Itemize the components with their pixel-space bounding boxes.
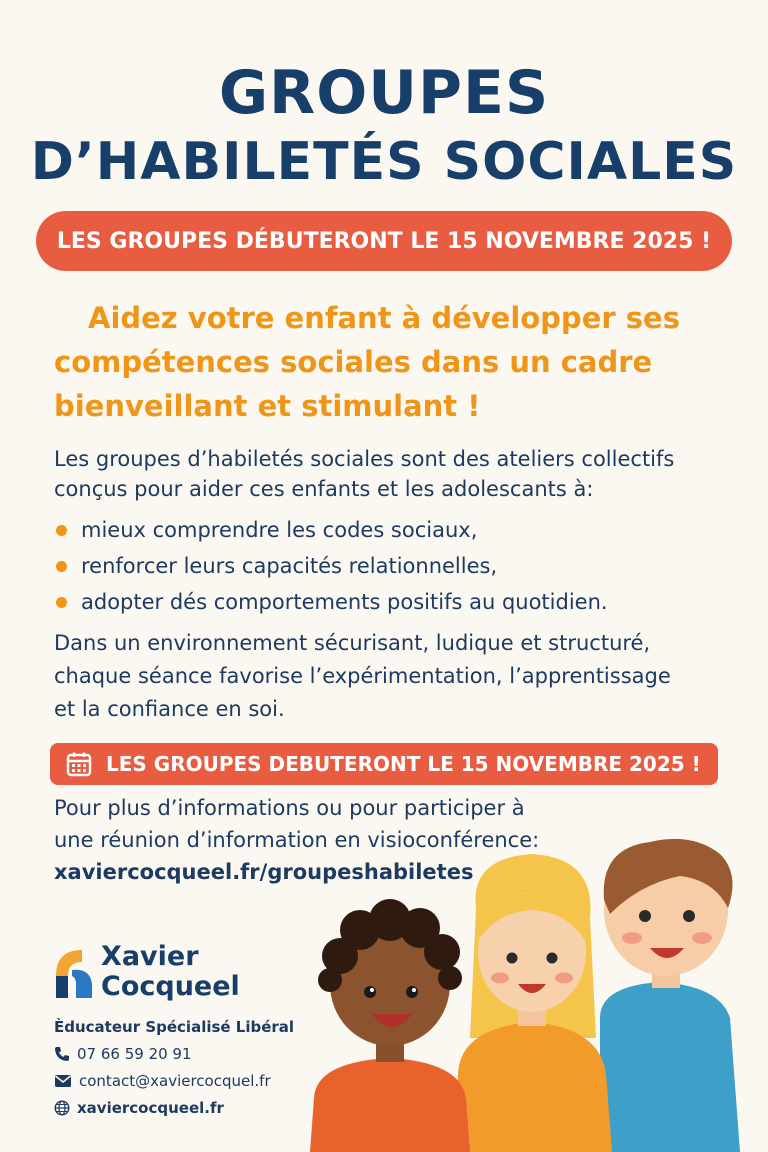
list-item xyxy=(54,548,734,584)
brand-logo-icon xyxy=(52,946,98,1002)
list-item-text: renforcer leurs capacités relationnelles, xyxy=(81,554,498,578)
benefits-list xyxy=(54,512,734,620)
headline xyxy=(54,296,714,428)
poster-title-line2: D’HABILETÉS SOCIALES xyxy=(30,132,738,192)
intro-text xyxy=(54,444,734,504)
start-date-banner-top-text: LES GROUPES DÉBUTERONT LE 15 NOVEMBRE 2025 ! xyxy=(56,228,712,254)
boy-blue-shirt-figure xyxy=(600,839,740,1152)
brand-name-line2: Cocqueel xyxy=(101,971,240,1002)
list-item-text: mieux comprendre les codes sociaux, xyxy=(81,518,478,542)
poster-title-line1: GROUPES xyxy=(218,58,550,128)
girl-orange-shirt-figure xyxy=(452,854,612,1152)
more-info-line2: une réunion d’information en visioconférence: xyxy=(54,828,540,852)
brand-role: Èducateur Spécialisé Libéral xyxy=(54,1018,295,1036)
children-illustration xyxy=(300,818,768,1152)
bullet-dot-icon xyxy=(56,525,67,536)
list-item xyxy=(54,584,734,620)
description-paragraph xyxy=(54,627,734,726)
brand-name xyxy=(101,942,240,1002)
start-date-banner-top xyxy=(36,211,732,271)
bullet-dot-icon xyxy=(56,597,67,608)
calendar-icon xyxy=(66,751,92,777)
bullet-dot-icon xyxy=(56,561,67,572)
list-item xyxy=(54,512,734,548)
start-date-banner-bottom-text: LES GROUPES DEBUTERONT LE 15 NOVEMBRE 2025 ! xyxy=(106,752,701,776)
intro-line1: Les groupes d’habiletés sociales sont des ateliers collectifs xyxy=(54,447,675,471)
boy-curly-hair-figure xyxy=(310,899,470,1152)
start-date-banner-bottom xyxy=(50,743,718,785)
headline-line3: bienveillant et stimulant ! xyxy=(54,389,481,423)
headline-line1: Aidez votre enfant à développer ses xyxy=(88,301,680,335)
phone-number: 07 66 59 20 91 xyxy=(77,1045,192,1063)
phone-icon xyxy=(54,1046,70,1062)
list-item-text: adopter dés comportements positifs au quotidien. xyxy=(81,590,608,614)
brand-name-line1: Xavier xyxy=(101,941,199,972)
website-address: xaviercocqueel.fr xyxy=(77,1099,224,1117)
email-address: contact@xaviercocquel.fr xyxy=(79,1072,271,1090)
globe-icon xyxy=(54,1100,70,1116)
more-info-line1: Pour plus d’informations ou pour participer à xyxy=(54,796,525,820)
paragraph-line2: chaque séance favorise l’expérimentation, l’apprentissage xyxy=(54,664,671,688)
groups-url-link[interactable]: xaviercocqueel.fr/groupeshabiletes xyxy=(54,860,474,884)
headline-line2: compétences sociales dans un cadre xyxy=(54,345,653,379)
intro-line2: conçus pour aider ces enfants et les adolescants à: xyxy=(54,477,594,501)
contact-phone[interactable] xyxy=(54,1045,192,1063)
mail-icon xyxy=(54,1074,72,1088)
paragraph-line1: Dans un environnement sécurisant, ludique et structuré, xyxy=(54,631,651,655)
paragraph-line3: et la confiance en soi. xyxy=(54,697,285,721)
contact-website[interactable] xyxy=(54,1099,224,1117)
contact-email[interactable] xyxy=(54,1072,271,1090)
